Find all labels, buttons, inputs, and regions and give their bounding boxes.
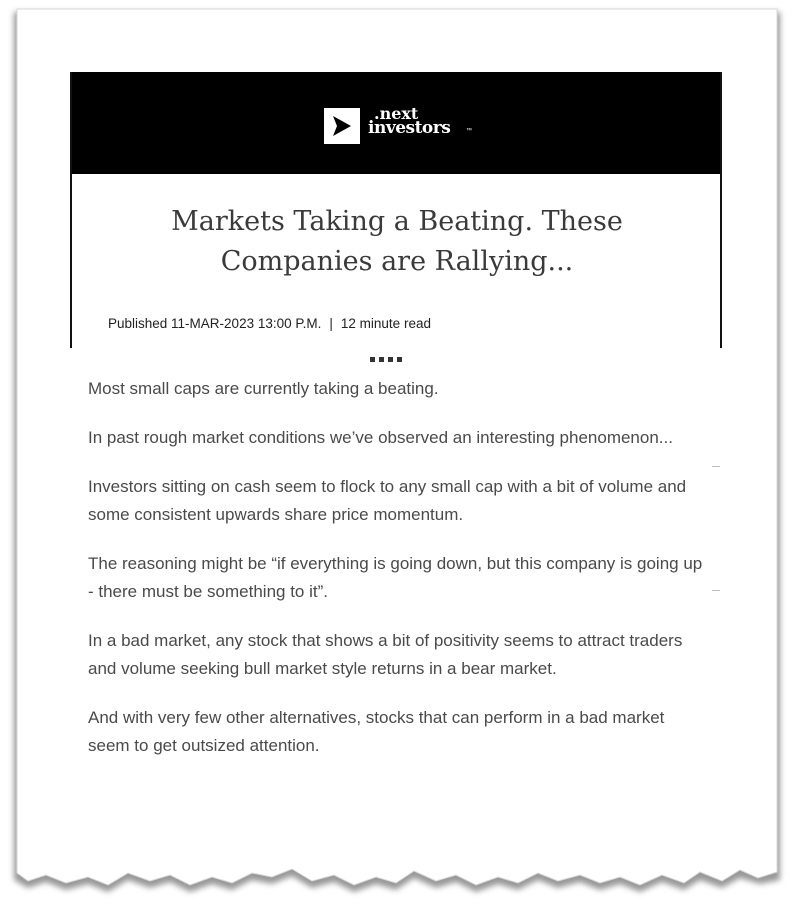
- paragraph: In past rough market conditions we’ve observed an interesting phenomenon...: [88, 428, 673, 447]
- brand-name-line2: investors: [368, 118, 451, 138]
- paragraph: Investors sitting on cash seem to flock to any small cap with a bit of volume and some consistent upwards share price momentum.: [88, 477, 687, 524]
- brand-wordmark: [368, 106, 450, 136]
- article-header-card: [70, 72, 722, 348]
- play-arrow-icon: [324, 108, 360, 144]
- brand-logo[interactable]: [324, 106, 474, 144]
- published-date: Published 11-MAR-2023 13:00 P.M.: [108, 316, 322, 331]
- article-meta: [108, 316, 431, 331]
- article-title: Markets Taking a Beating. These Companies are Rallying...: [171, 206, 623, 277]
- paragraph: Most small caps are currently taking a beating.: [88, 379, 439, 398]
- paragraph: In a bad market, any stock that shows a bit of positivity seems to attract traders and volume seeking bull market style returns in a bear market.: [88, 631, 683, 678]
- omission-dots: [370, 349, 410, 361]
- paragraph: And with very few other alternatives, stocks that can perform in a bad market seem to get outsized attention.: [88, 708, 665, 755]
- scan-mark: [712, 590, 720, 591]
- trademark-symbol: ™: [466, 128, 472, 134]
- brand-name-line1: .next: [374, 104, 419, 123]
- article-body: [88, 375, 708, 781]
- meta-separator: |: [329, 316, 333, 331]
- scan-mark: [712, 466, 720, 467]
- read-time: 12 minute read: [340, 316, 431, 331]
- brand-header-bar: [72, 72, 720, 174]
- paragraph: The reasoning might be “if everything is going down, but this company is going up - there must be something to it”.: [88, 554, 703, 601]
